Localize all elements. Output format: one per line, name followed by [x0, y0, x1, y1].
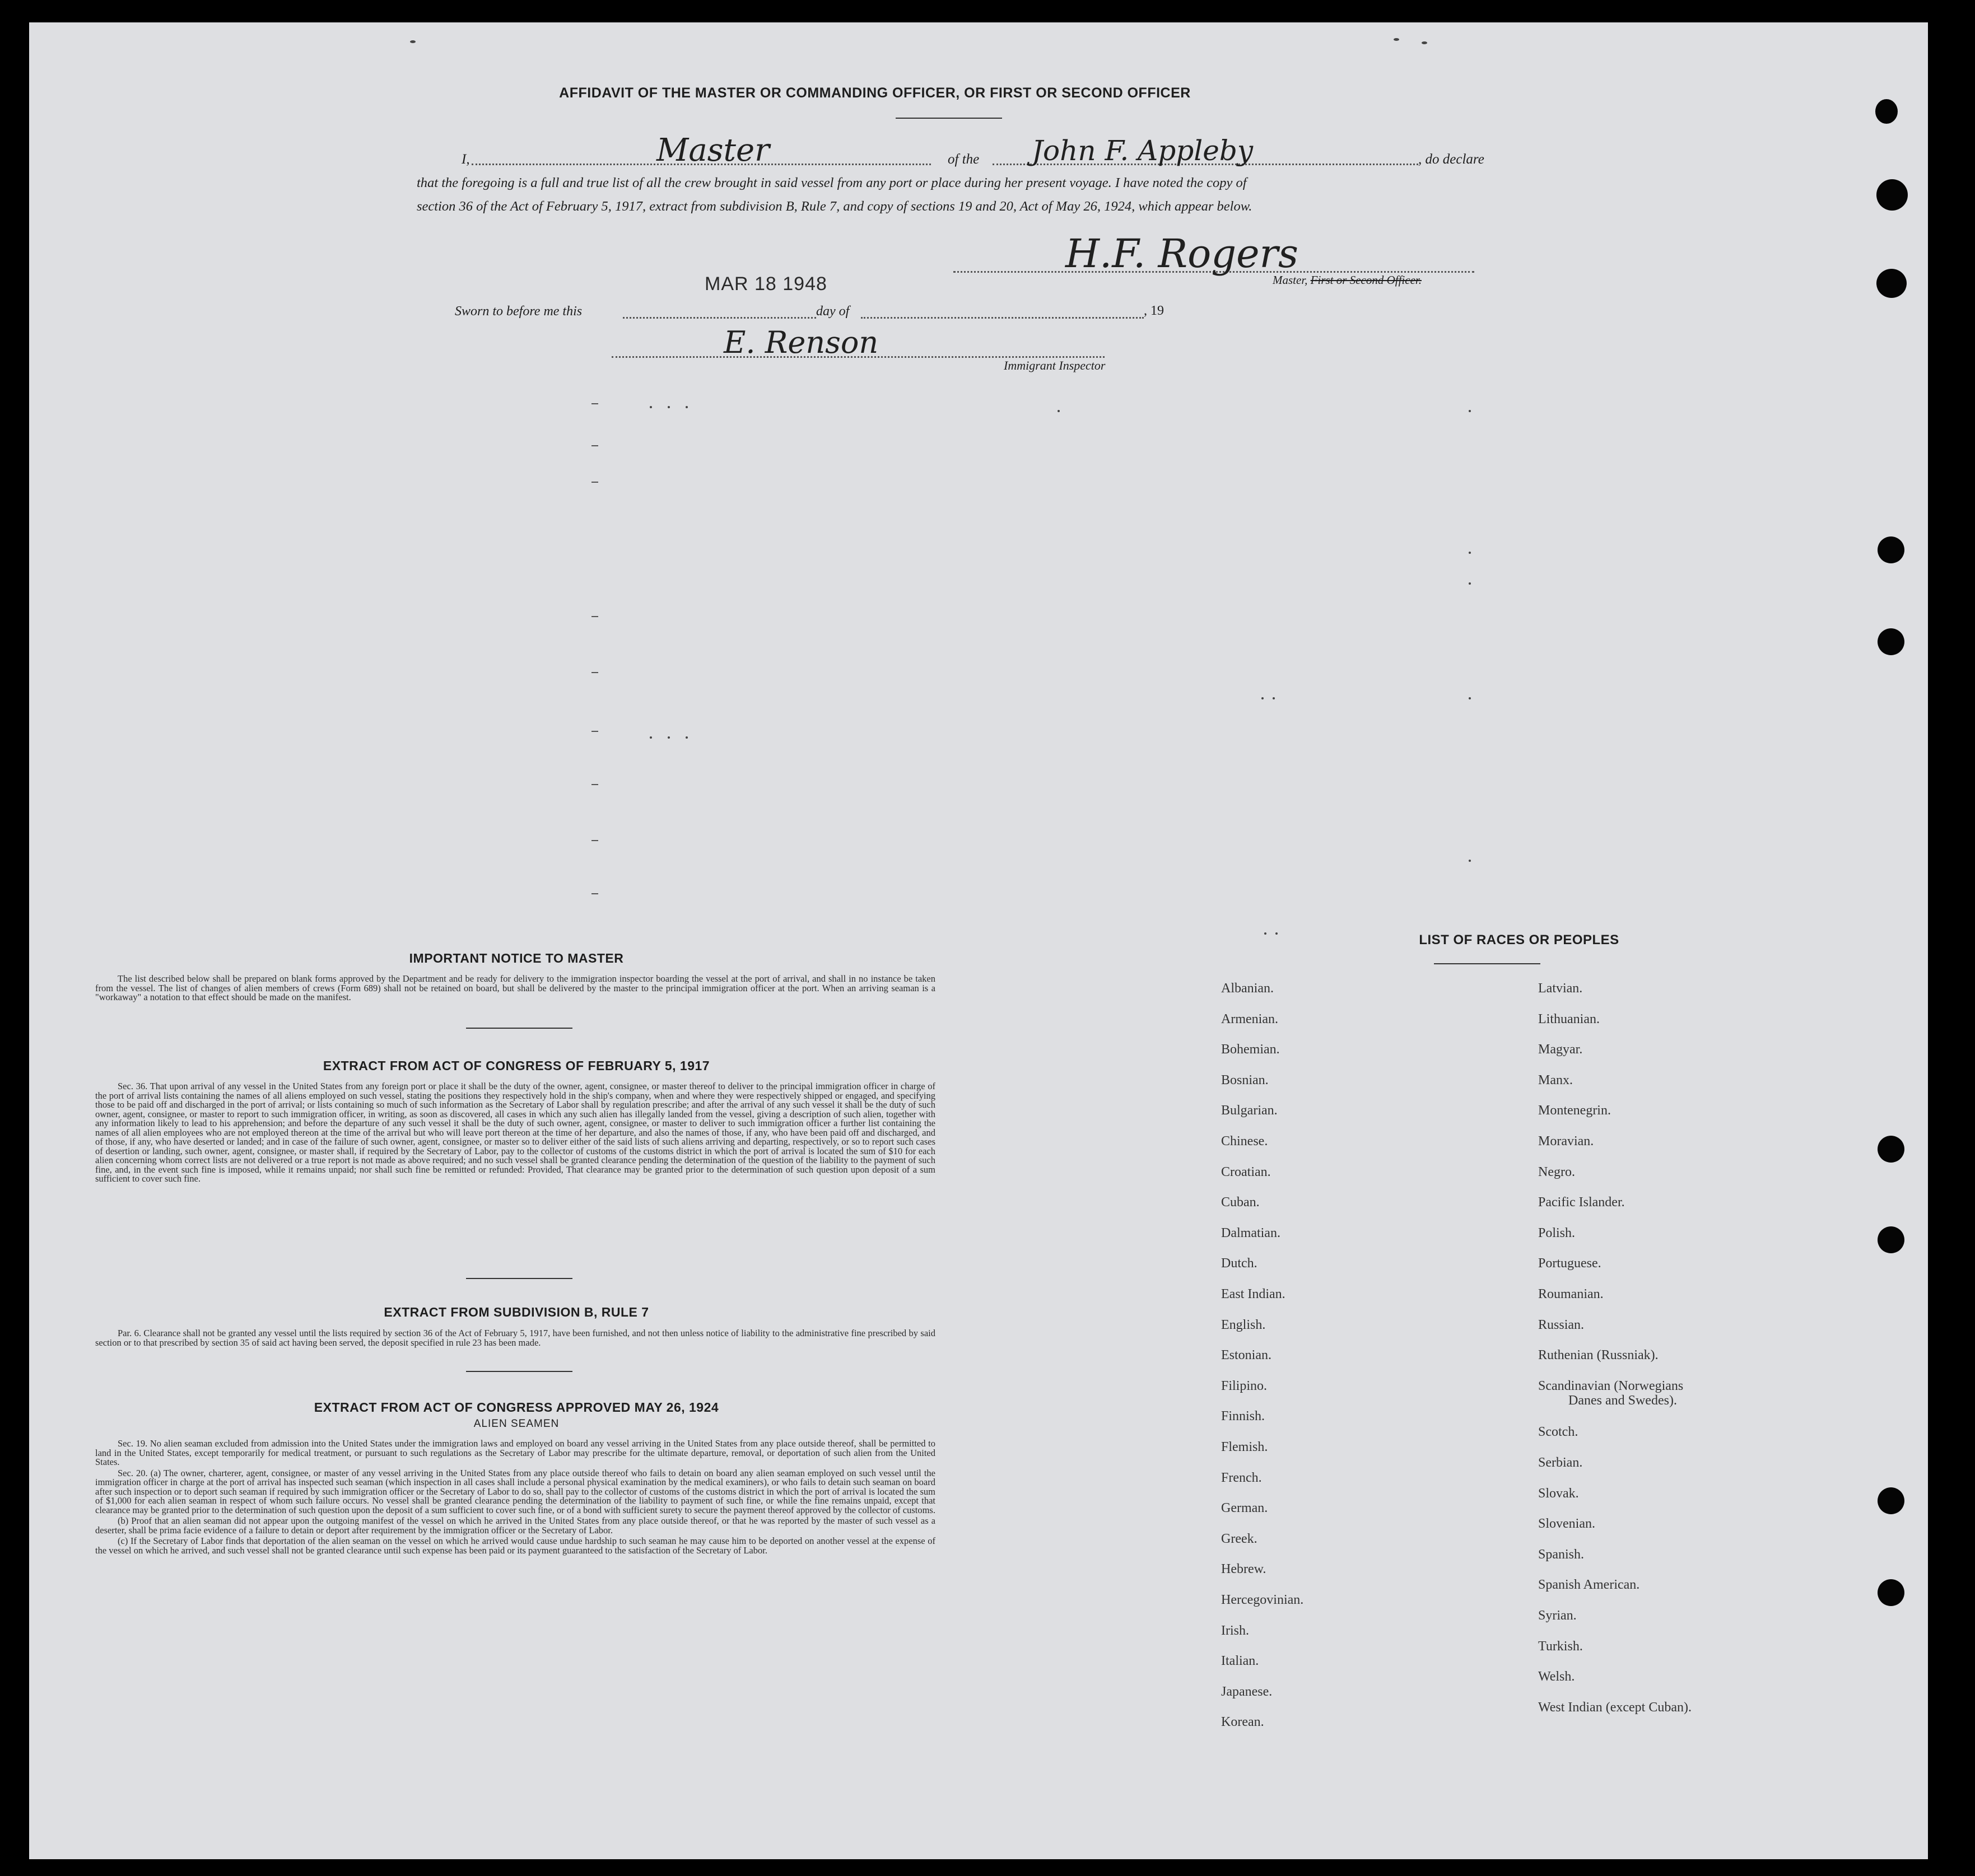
race-item: Korean.	[1221, 1715, 1264, 1730]
punch-hole	[1878, 1579, 1904, 1606]
declaration-prefix: I,	[462, 152, 470, 167]
master-signature: H.F. Rogers	[1065, 231, 1298, 277]
signature-caption-master: Master,	[1273, 273, 1308, 287]
sec-20c-text: (c) If the Secretary of Labor finds that deportation of the alien seaman on the vessel on which he arrived would cause undue hardship to such seaman he may cause him to be deported on another vessel at the expense of the vessel on which he arrived, and such vessel shall not be granted clearance until such expense has been paid or its payment guaranteed to the satisfaction of the Secretary of Labor.	[95, 1536, 935, 1556]
inspector-caption: Immigrant Inspector	[1004, 358, 1106, 372]
race-item: Japanese.	[1221, 1684, 1273, 1699]
race-item: Hercegovinian.	[1221, 1593, 1304, 1607]
race-item: Greek.	[1221, 1531, 1257, 1546]
sworn-day-blank	[623, 315, 816, 319]
punch-hole	[1876, 269, 1907, 298]
act-1917-text: Sec. 36. That upon arrival of any vessel in the United States from any foreign port or place it shall be the duty of the owner, agent, consignee, or master thereof to deliver to the principal immigration officer in charge of the port of arrival lists containing the names of all aliens employed on such vessel, stating the positions they respectively hold in the ship's company, when and where they were respectively shipped or engaged, and specifying those to be paid off and discharged in the port of arrival; or lists containing so much of such information as the Secretary of Labor shall by regulation prescribe; and after the arrival of any such vessel it shall be the duty of such owner, agent, consignee, or master to report to such immigration officer, in writing, as soon as discovered, all cases in which any such alien has illegally landed from the vessel, giving a description of such alien, together with any information likely to lead to his apprehension; and before the departure of any such vessel it shall be the duty of such owner, agent, consignee, or master to deliver to such immigration officer a further list containing the names of all alien employees who are not employed thereon at the time of the arrival but who will leave port thereon at the time of her departure, and also the names of those, if any, who have been paid off and discharged, and of those, if any, who have deserted or landed; and in case of the failure of such owner, agent, consignee, or master so to deliver either of the said lists of such aliens arriving and departing, respectively, or so to report such cases of desertion or landing, such owner, agent, consignee, or master shall, if required by the Secretary of Labor, pay to the collector of customs of the customs district in which the port of arrival is located the sum of $10 for each alien concerning whom correct lists are not delivered or a true report is not made as above required; and no such vessel shall be granted clearance pending the determination of the question of the liability to the payment of such fine, and, in the event such fine is imposed, while it remains unpaid; nor shall such fine be remitted or refunded: Provided, That clearance may be granted prior to the determination of such question upon deposit of a sum sufficient to cover such fine.	[95, 1081, 935, 1184]
race-item: Dutch.	[1221, 1256, 1257, 1271]
punch-hole	[1878, 628, 1904, 655]
race-item: Manx.	[1538, 1072, 1573, 1088]
punch-hole	[1876, 179, 1908, 211]
race-item: Bulgarian.	[1221, 1103, 1278, 1118]
race-item: Montenegrin.	[1538, 1103, 1611, 1118]
race-item: Welsh.	[1538, 1669, 1575, 1684]
race-item: Slovak.	[1538, 1486, 1579, 1501]
race-item: Dalmatian.	[1221, 1225, 1280, 1240]
race-item: Russian.	[1538, 1317, 1585, 1332]
race-item: English.	[1221, 1317, 1266, 1332]
race-item: Bosnian.	[1221, 1072, 1269, 1088]
race-item: Negro.	[1538, 1164, 1575, 1179]
punch-hole	[1875, 99, 1898, 124]
race-item: Chinese.	[1221, 1134, 1268, 1149]
title-divider	[896, 118, 1002, 119]
race-item: Cuban.	[1221, 1195, 1260, 1210]
punch-hole	[1878, 536, 1904, 563]
race-item: Syrian.	[1538, 1608, 1577, 1623]
sec-20b-text: (b) Proof that an alien seaman did not appear upon the outgoing manifest of the vessel on which he arrived in the United States from any place outside thereof, or that he was reported by the master of such vessel as a deserter, shall be prima facie evidence of a failure to detain or deport after requirement by the immigration officer or the Secretary of Labor.	[95, 1515, 935, 1536]
race-item: Magyar.	[1538, 1042, 1583, 1057]
of-the-label: of the	[948, 152, 980, 167]
race-item: Armenian.	[1221, 1011, 1278, 1026]
declaration-line-3: section 36 of the Act of February 5, 1917, extract from subdivision B, Rule 7, and copy of sections 19 and 20, Act of May 26, 1924, which appear below.	[417, 199, 1252, 214]
races-title: LIST OF RACES OR PEOPLES	[1419, 932, 1619, 948]
race-item: Moravian.	[1538, 1134, 1594, 1149]
rule-7-title: EXTRACT FROM SUBDIVISION B, RULE 7	[384, 1305, 649, 1319]
act-1924-title: EXTRACT FROM ACT OF CONGRESS APPROVED MAY 26, 1924	[314, 1400, 719, 1415]
race-item: Hebrew.	[1221, 1562, 1266, 1577]
race-item: Pacific Islander.	[1538, 1195, 1625, 1210]
rule-7-divider	[466, 1371, 572, 1372]
race-item: Italian.	[1221, 1654, 1259, 1669]
sec-20a-text: Sec. 20. (a) The owner, charterer, agent, consignee, or master of any vessel arriving in the United States from any place outside thereof who fails to detain on board any alien seaman employed on such vessel until the immigration officer in charge at the port of arrival has inspected such seaman (which inspection in all cases shall include a personal physical examination by the medical examiners), or who fails to detain such seaman on board after such inspection or to deport such seaman if required by such immigration officer or the Secretary of Labor to do so, shall pay to the collector of customs of the customs district in which the port of arrival is located the sum of $1,000 for each alien seaman in respect of whom such failure occurs. No vessel shall be granted clearance pending the determination of the liability to payment of such fine, or while the fine remains unpaid, except that clearance may be granted prior to the determination of such question upon the deposit of a sum sufficient to cover such fine, or of a bond with sufficient surety to secure the payment thereof approved by the collector of customs.	[95, 1467, 935, 1515]
race-item: Roumanian.	[1538, 1287, 1604, 1301]
year-label: , 19	[1144, 304, 1164, 318]
punch-hole	[1878, 1136, 1904, 1163]
day-of-label: day of	[816, 304, 850, 319]
race-item: Bohemian.	[1221, 1042, 1280, 1057]
inspector-signature: E. Renson	[724, 325, 879, 360]
race-item: Turkish.	[1538, 1639, 1583, 1654]
race-item: Croatian.	[1221, 1164, 1271, 1179]
handwritten-vessel: John F. Appleby	[1032, 134, 1254, 167]
race-item: West Indian (except Cuban).	[1538, 1700, 1692, 1715]
sworn-label: Sworn to before me this	[455, 304, 583, 319]
act-1924-subtitle: ALIEN SEAMEN	[473, 1418, 560, 1430]
act-1917-divider	[466, 1278, 572, 1279]
race-item: Latvian.	[1538, 981, 1583, 996]
race-item: Irish.	[1221, 1623, 1249, 1638]
notice-text: The list described below shall be prepared on blank forms approved by the Department and be ready for delivery to the immigration inspector boarding the vessel at the port of arrival, and shall in no instance be taken from the vessel. The list of changes of alien members of crews (Form 689) shall not be retained on board, but shall be delivered by the master to the principal immigration officer at the port. When an arriving seaman is a "workaway" a notation to that effect should be made on the manifest.	[95, 973, 935, 1002]
race-item: Albanian.	[1221, 981, 1274, 996]
punch-hole	[1878, 1487, 1904, 1514]
race-item: Danes and Swedes).	[1568, 1393, 1677, 1408]
race-item: Estonian.	[1221, 1348, 1271, 1363]
race-item: French.	[1221, 1470, 1262, 1485]
race-item: Filipino.	[1221, 1378, 1268, 1393]
races-divider	[1434, 963, 1540, 964]
race-item: Serbian.	[1538, 1455, 1583, 1470]
signature-caption-struck: First or Second Officer.	[1310, 273, 1422, 287]
notice-title: IMPORTANT NOTICE TO MASTER	[409, 951, 624, 965]
punch-hole	[1878, 1226, 1904, 1253]
sworn-month-blank	[861, 315, 1144, 319]
act-1917-title: EXTRACT FROM ACT OF CONGRESS OF FEBRUARY 5, 1917	[323, 1058, 710, 1073]
race-item: German.	[1221, 1501, 1268, 1516]
race-item: Flemish.	[1221, 1440, 1268, 1454]
race-item: Slovenian.	[1538, 1516, 1595, 1532]
race-item: East Indian.	[1221, 1287, 1285, 1301]
declare-suffix: , do declare	[1418, 152, 1484, 167]
sec-19-text: Sec. 19. No alien seaman excluded from admission into the United States under the immigration laws and employed on board any vessel arriving in the United States from any place outside thereof, shall be permitted to land in the United States, except temporarily for medical treatment, or pursuant to such regulations as the Secretary of Labor may prescribe for the ultimate departure, removal, or deportation of such alien from the United States.	[95, 1438, 935, 1467]
handwritten-rank: Master	[656, 132, 770, 169]
race-item: Ruthenian (Russniak).	[1538, 1348, 1659, 1363]
act-1924-body	[95, 1439, 935, 1557]
signature-caption	[1273, 273, 1422, 287]
race-item: Lithuanian.	[1538, 1011, 1600, 1026]
notice-divider	[466, 1028, 572, 1029]
declaration-line-2: that the foregoing is a full and true list of all the crew brought in said vessel from any port or place during her present voyage. I have noted the copy of	[417, 175, 1247, 190]
affidavit-title: AFFIDAVIT OF THE MASTER OR COMMANDING OFFICER, OR FIRST OR SECOND OFFICER	[559, 85, 1191, 101]
rule-7-text: Par. 6. Clearance shall not be granted any vessel until the lists required by section 36 of the Act of February 5, 1917, have been furnished, and not then unless notice of liability to the administrative fine prescribed by said section or to that prescribed by section 35 of said act having been served, the deposit specified in rule 23 has been made.	[95, 1328, 935, 1348]
race-item: Finnish.	[1221, 1409, 1265, 1424]
date-stamp: MAR 18 1948	[705, 273, 827, 295]
race-item: Polish.	[1538, 1225, 1576, 1240]
race-item: Spanish American.	[1538, 1578, 1640, 1593]
paper-sheet	[29, 22, 1928, 1859]
race-item: Scandinavian (Norwegians	[1538, 1378, 1684, 1393]
race-item: Spanish.	[1538, 1547, 1585, 1562]
race-item: Scotch.	[1538, 1425, 1578, 1440]
race-item: Portuguese.	[1538, 1256, 1601, 1271]
